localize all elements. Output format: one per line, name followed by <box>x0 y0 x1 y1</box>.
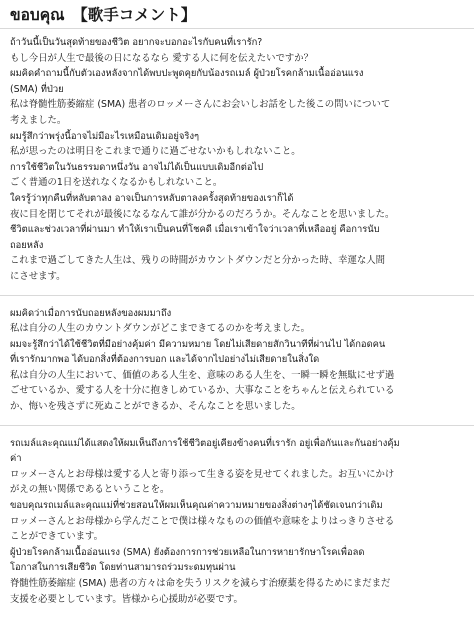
paragraph-line: 夜に目を閉じてそれが最後になるなんて誰が分かるのだろうか。そんなことを思いました。 <box>10 208 395 220</box>
section-divider <box>0 295 474 296</box>
paragraph-line: ใครรู้ว่าทุกคืนที่หลับตาลง อาจเป็นการหลับตาลงครั้งสุดท้ายของเราก็ได้ <box>10 192 294 204</box>
paragraph-line: ถอยหลัง <box>10 239 44 251</box>
paragraph-line: รถเมล์และคุณแม่ได้แสดงให้ผมเห็นถึงการใช้ชีวิตอยู่เคียงข้างคนที่เรารัก อยู่เพื่อกันและกันอย่างคุ้ม <box>10 437 400 449</box>
paragraph-line: ผมรู้สึกว่าพรุ่งนี้อาจไม่มีอะไรเหมือนเดิมอยู่จริงๆ <box>10 130 200 142</box>
paragraph-line: ชีวิตและช่วงเวลาที่ผ่านมา ทำให้เราเป็นคนที่โชคดี เมื่อเราเข้าใจว่าเวลาที่เหลืออยู่ คือการนับ <box>10 224 380 236</box>
paragraph-line: これまで過ごしてきた人生は、残りの時間がカウントダウンだと分かった時、幸運な人間 <box>10 255 386 267</box>
paragraph-line: ロッメーさんとお母様は愛する人と寄り添って生きる姿を見せてくれました。お互いにかけ <box>10 468 395 480</box>
paragraph-line: ごせているか、愛する人を十分に抱きしめているか、大事なことをちゃんと伝えられている <box>10 385 395 397</box>
title-divider <box>0 28 474 29</box>
page-title: ขอบคุณ 【歌手コメント】 <box>10 6 197 24</box>
paragraph-line: การใช้ชีวิตในวันธรรมดาหนึ่งวัน อาจไม่ได้เป็นแบบเดิมอีกต่อไป <box>10 161 264 173</box>
paragraph-line: か、悔いを残さずに死ぬことができるか、そんなことを思いました。 <box>10 401 301 413</box>
paragraph-line: ผมคิดคำถามนี้กับตัวเองหลังจากได้พบปะพูดคุยกับน้องรถเมล์ ผู้ป่วยโรคกล้ามเนื้ออ่อนแรง <box>10 68 364 80</box>
paragraph-line: 私は自分の人生のカウントダウンがどこまできてるのかを考えました。 <box>10 323 311 335</box>
paragraph-line: ごく普通の1日を送れなくなるかもしれないこと。 <box>10 177 223 189</box>
section-countdown <box>10 306 464 415</box>
paragraph-line: 脊髄性筋萎縮症 (SMA) 患者の方々は命を失うリスクを減らす治療薬を得るためにまだまだ <box>10 578 391 589</box>
paragraph-line: ことができています。 <box>10 531 103 543</box>
paragraph-line: ロッメーさんとお母様から学んだことで僕は様々なものの価値や意味をよりはっきりさせる <box>10 515 395 527</box>
paragraph-line: โอกาสในการเสียชีวิต โดยท่านสามารถร่วมระดมทุนผ่าน <box>10 562 236 574</box>
paragraph-line: もし今日が人生で最後の日になるなら 愛する人に何を伝えたいですか？ <box>10 52 313 64</box>
paragraph-line: 支援を必要としています。皆様から心援助が必要です。 <box>10 593 243 605</box>
paragraph-line: 私は脊髄性筋萎縮症 (SMA) 患者のロッメーさんにお会いしお話をした後この問いについて <box>10 99 391 111</box>
paragraph-line: ผู้ป่วยโรคกล้ามเนื้ออ่อนแรง (SMA) ยังต้องการการช่วยเหลือในการหายารักษาโรคเพื่อลด <box>10 546 365 558</box>
paragraph-line: ผมจะรู้สึกว่าได้ใช้ชีวิตที่มีอย่างคุ้มค่า มีความหมาย โดยไม่เสียดายสักวินาทีที่ผ่านไป ได้กอดคน <box>10 338 386 350</box>
section-divider <box>0 425 474 426</box>
paragraph-line: にさせます。 <box>10 270 66 282</box>
section-question <box>10 35 464 285</box>
paragraph-line: ขอบคุณรถเมล์และคุณแม่ที่ช่วยสอนให้ผมเห็นคุณค่าความหมายของสิ่งต่างๆได้ชัดเจนกว่าเดิม <box>10 500 383 512</box>
paragraph-line: 私は自分の人生において、価値のある人生を、意味のある人生を、一瞬一瞬を無駄にせず過 <box>10 369 395 381</box>
paragraph-line: ถ้าวันนี้เป็นวันสุดท้ายของชีวิต อยากจะบอกอะไรกับคนที่เรารัก? <box>10 37 263 48</box>
paragraph-line: ผมคิดว่าเมื่อการนับถอยหลังของผมมาถึง <box>10 307 172 319</box>
paragraph-line: がえの無い関係であるということを。 <box>10 484 170 496</box>
paragraph-line: 私が思ったのは明日をこれまで通りに過ごせないかもしれないこと。 <box>10 146 301 158</box>
paragraph-line: ค่า <box>10 453 22 465</box>
paragraph-line: 考えました。 <box>10 114 67 126</box>
paragraph-line: (SMA) ที่ป่วย <box>10 83 64 95</box>
section-thanks <box>10 436 464 608</box>
paragraph-line: ที่เรารักมากพอ ได้บอกสิ่งที่ต้องการบอก และได้จากไปอย่างไม่เสียดายในสิ่งใด <box>10 354 320 366</box>
